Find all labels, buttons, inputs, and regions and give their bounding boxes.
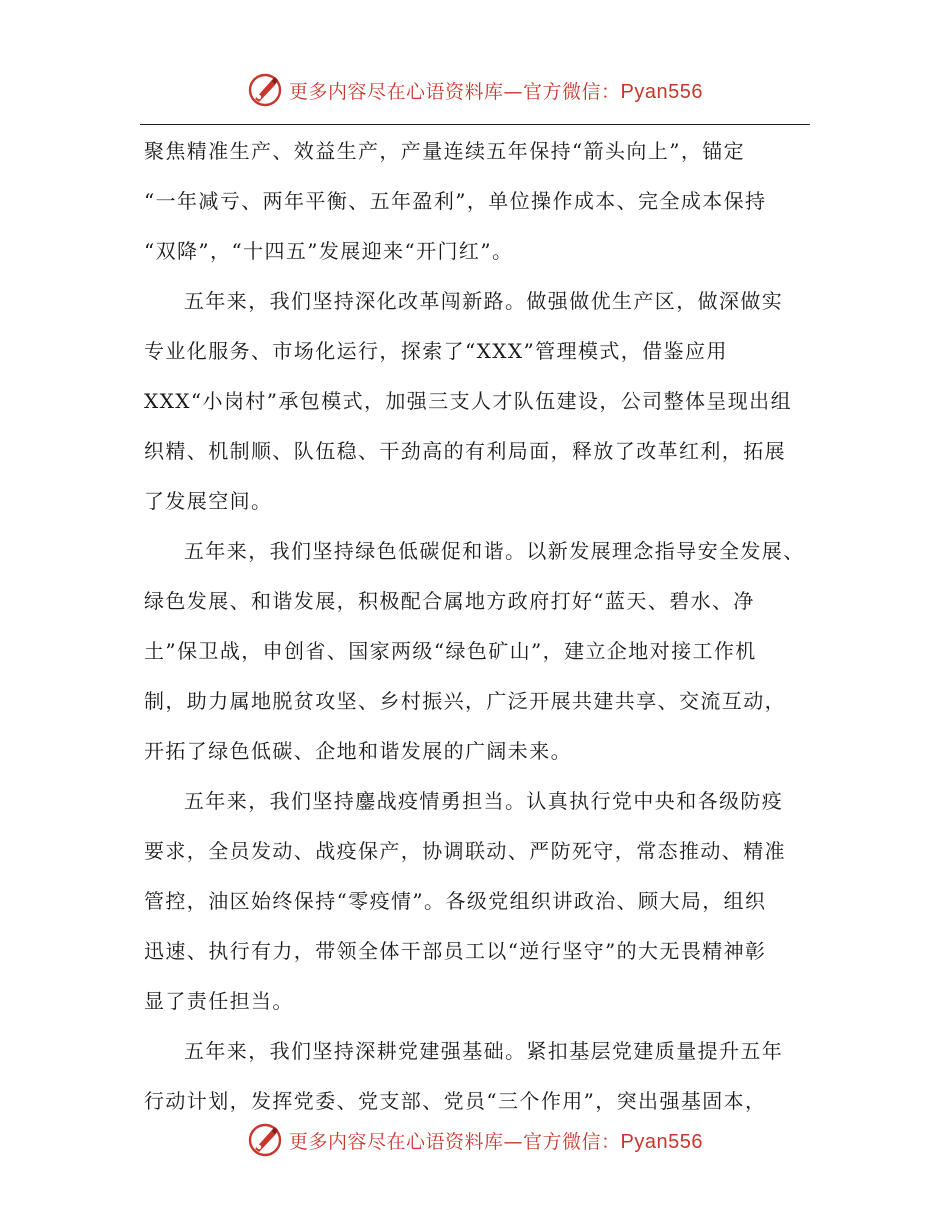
footer-watermark-id: Pyan556	[620, 1130, 703, 1153]
paragraph-5	[144, 1026, 812, 1126]
footer-watermark-text: 更多内容尽在心语资料库—官方微信：	[289, 1130, 621, 1153]
footer-watermark	[0, 1118, 950, 1162]
text-line: 显了责任担当。	[144, 989, 294, 1013]
text-line: 专业化服务、市场化运行，探索了“XXX”管理模式，借鉴应用	[144, 339, 728, 363]
text-line: 五年来，我们坚持深化改革闯新路。做强做优生产区，做深做实	[184, 289, 784, 313]
header-watermark-text: 更多内容尽在心语资料库—官方微信：	[289, 80, 621, 103]
text-line: 五年来，我们坚持深耕党建强基础。紧扣基层党建质量提升五年	[184, 1039, 784, 1063]
text-line: 聚焦精准生产、效益生产，产量连续五年保持“箭头向上”，锚定	[144, 139, 746, 163]
text-line: 五年来，我们坚持绿色低碳促和谐。以新发展理念指导安全发展、	[184, 539, 805, 563]
text-line: 要求，全员发动、战疫保产，协调联动、严防死守，常态推动、精准	[144, 839, 786, 863]
paragraph-4	[144, 776, 812, 1026]
header-watermark	[0, 68, 950, 112]
paragraph-2	[144, 276, 812, 526]
text-line: “双降”，“十四五”发展迎来“开门红”。	[144, 239, 514, 263]
paragraph-1	[144, 126, 812, 276]
pen-logo-icon	[247, 72, 283, 108]
text-line: “一年减亏、两年平衡、五年盈利”，单位操作成本、完全成本保持	[144, 189, 767, 213]
text-line: 制，助力属地脱贫攻坚、乡村振兴，广泛开展共建共享、交流互动，	[144, 689, 786, 713]
text-line: 开拓了绿色低碳、企地和谐发展的广阔未来。	[144, 739, 572, 763]
text-line: 迅速、执行有力，带领全体干部员工以“逆行坚守”的大无畏精神彰	[144, 939, 767, 963]
paragraph-3	[144, 526, 812, 776]
text-line: 五年来，我们坚持鏖战疫情勇担当。认真执行党中央和各级防疫	[184, 789, 784, 813]
header-divider	[140, 124, 810, 125]
text-line: 行动计划，发挥党委、党支部、党员“三个作用”，突出强基固本，	[144, 1089, 767, 1113]
text-line: 了发展空间。	[144, 489, 273, 513]
text-line: 土”保卫战，申创省、国家两级“绿色矿山”，建立企地对接工作机	[144, 639, 757, 663]
header-watermark-id: Pyan556	[620, 80, 703, 103]
text-line: 织精、机制顺、队伍稳、干劲高的有利局面，释放了改革红利，拓展	[144, 439, 786, 463]
text-line: 绿色发展、和谐发展，积极配合属地方政府打好“蓝天、碧水、净	[144, 589, 755, 613]
text-line: 管控，油区始终保持“零疫情”。各级党组织讲政治、顾大局，组织	[144, 889, 767, 913]
text-line: XXX“小岗村”承包模式，加强三支人才队伍建设，公司整体呈现出组	[144, 389, 792, 413]
document-body	[144, 126, 812, 1126]
pen-logo-icon	[247, 1122, 283, 1158]
